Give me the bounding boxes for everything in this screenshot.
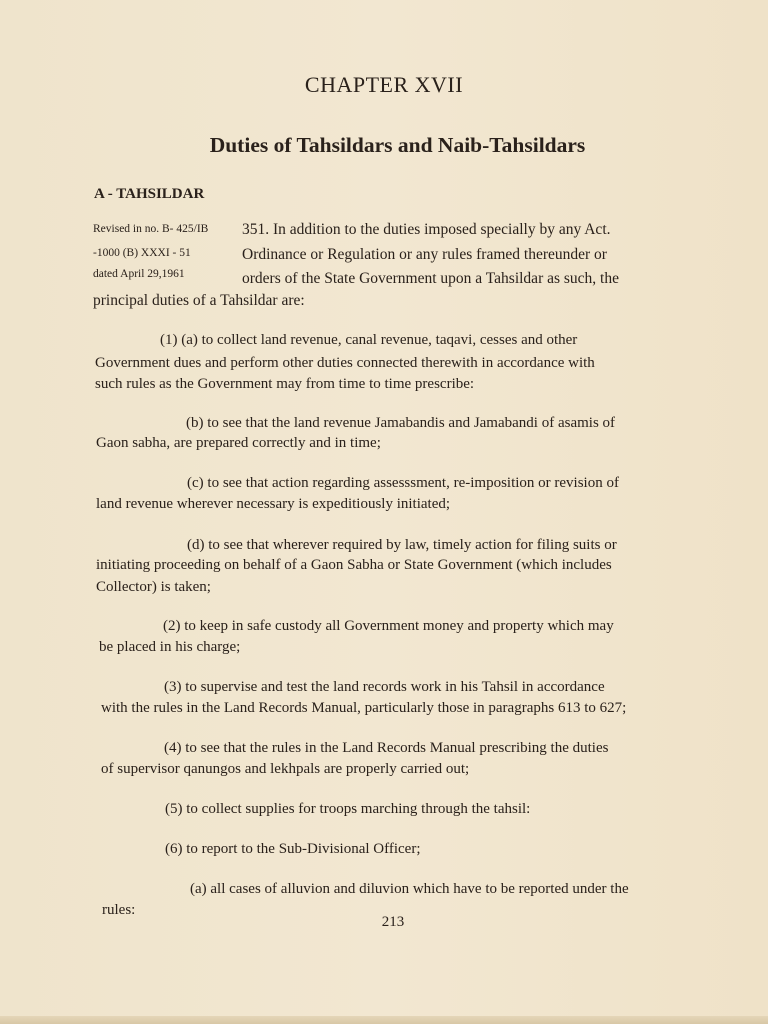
- para-351-line-2: Ordinance or Regulation or any rules framed thereunder or: [242, 246, 607, 263]
- item-5-line: (5) to collect supplies for troops marching through the tahsil:: [165, 801, 531, 817]
- section-heading: A - TAHSILDAR: [94, 186, 205, 202]
- item-4-line-2: of supervisor qanungos and lekhpals are properly carried out;: [101, 761, 470, 777]
- page-bottom-edge: [0, 1016, 768, 1024]
- item-1a-line-2: Government dues and perform other duties connected therewith in accordance with: [95, 355, 595, 371]
- item-1c-line-1: (c) to see that action regarding assesssment, re-imposition or revision of: [187, 475, 619, 491]
- item-2-line-1: (2) to keep in safe custody all Government money and property which may: [163, 618, 614, 634]
- para-351-line-1: 351. In addition to the duties imposed specially by any Act.: [242, 221, 611, 238]
- item-1d-line-3: Collector) is taken;: [96, 579, 211, 595]
- item-1a-line-3: such rules as the Government may from time to time prescribe:: [95, 376, 475, 392]
- item-1b-line-2: Gaon sabha, are prepared correctly and in time;: [96, 435, 381, 451]
- item-1d-line-1: (d) to see that wherever required by law, timely action for filing suits or: [187, 537, 617, 553]
- item-4-line-1: (4) to see that the rules in the Land Records Manual prescribing the duties: [164, 740, 609, 756]
- chapter-heading: CHAPTER XVII: [304, 72, 464, 97]
- item-3-line-2: with the rules in the Land Records Manual, particularly those in paragraphs 613 to 627;: [101, 700, 627, 716]
- item-1a-line-1: (1) (a) to collect land revenue, canal revenue, taqavi, cesses and other: [160, 332, 578, 348]
- margin-note-date: dated April 29,1961: [93, 268, 185, 280]
- item-6a-line-1: (a) all cases of alluvion and diluvion which have to be reported under the: [190, 881, 629, 897]
- item-6-line: (6) to report to the Sub-Divisional Officer;: [165, 841, 421, 857]
- item-1c-line-2: land revenue wherever necessary is expeditiously initiated;: [96, 496, 451, 512]
- para-351-line-3: orders of the State Government upon a Tahsildar as such, the: [242, 270, 619, 287]
- para-351-line-4: principal duties of a Tahsildar are:: [93, 292, 305, 309]
- item-6a-line-2: rules:: [102, 902, 136, 918]
- item-1d-line-2: initiating proceeding on behalf of a Gaon Sabha or State Government (which includes: [96, 557, 612, 573]
- page-number: 213: [381, 914, 405, 930]
- item-3-line-1: (3) to supervise and test the land records work in his Tahsil in accordance: [164, 679, 605, 695]
- page-title: Duties of Tahsildars and Naib-Tahsildars: [209, 133, 586, 157]
- item-2-line-2: be placed in his charge;: [99, 639, 241, 655]
- margin-note-revision: Revised in no. B- 425/IB: [93, 223, 209, 235]
- item-1b-line-1: (b) to see that the land revenue Jamabandis and Jamabandi of asamis of: [186, 415, 616, 431]
- margin-note-number: -1000 (B) XXXI - 51: [93, 247, 191, 259]
